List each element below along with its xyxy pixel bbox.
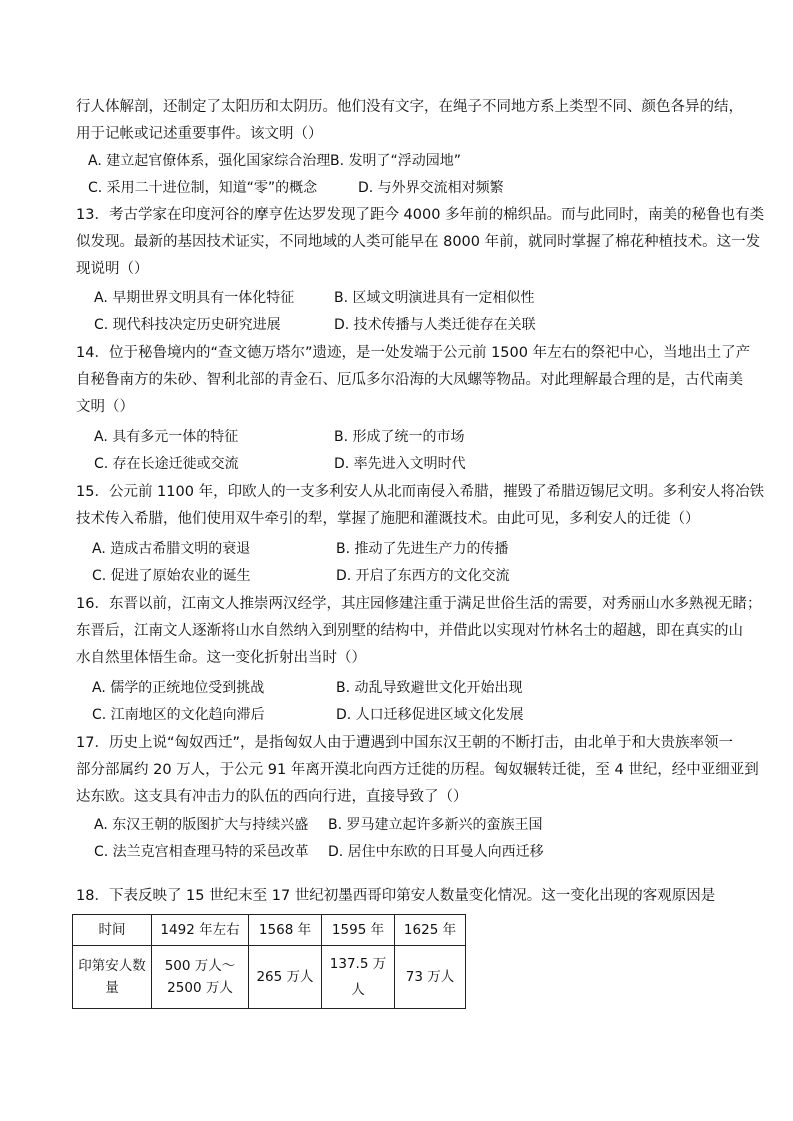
q16-option-d: D. 人口迁移促进区域文化发展: [336, 707, 524, 723]
q17-line-1: 17．历史上说“匈奴西迁”，是指匈奴人由于遭遇到中国东汉王朝的不断打击，由北单于和大贵族率领一: [76, 735, 733, 751]
q16-option-a: A. 儒学的正统地位受到挑战: [92, 680, 265, 696]
table-header-cell: 1595 年: [322, 915, 395, 946]
q13-line-2: 似发现。最新的基因技术证实，不同地域的人类可能早在 8000 年前，就同时掌握了棉花种植技术。这一发: [76, 234, 761, 250]
q17-line-3: 达东欧。这支具有冲击力的队伍的西向行进，直接导致了（）: [76, 789, 468, 805]
q15-line-2: 技术传入希腊，他们使用双牛牵引的犁，掌握了施肥和灌溉技术。由此可见，多利安人的迁徙（）: [76, 511, 700, 527]
q14-option-c: C. 存在长途迁徙或交流: [94, 456, 239, 472]
q13-option-a: A. 早期世界文明具有一体化特征: [94, 290, 295, 306]
table-row-label: 印第安人数量: [73, 946, 152, 1009]
table-cell: 500 万人～2500 万人: [152, 946, 249, 1009]
q16-line-3: 水自然里体悟生命。这一变化折射出当时（）: [76, 650, 366, 666]
q17-option-b: B. 罗马建立起许多新兴的蛮族王国: [328, 817, 543, 833]
q16-option-c: C. 江南地区的文化趋向滞后: [92, 707, 265, 723]
table-header-cell: 1625 年: [395, 915, 466, 946]
table-cell: 73 万人: [395, 946, 466, 1009]
table-header-cell: 1568 年: [249, 915, 322, 946]
q13-option-c: C. 现代科技决定历史研究进展: [94, 317, 281, 333]
q13-line-3: 现说明（）: [76, 261, 149, 277]
q14-option-b: B. 形成了统一的市场: [334, 429, 465, 445]
q12-option-a: A. 建立起官僚体系，强化国家综合治理: [88, 153, 331, 169]
q15-line-1: 15．公元前 1100 年，印欧人的一支多利安人从北而南侵入希腊，摧毁了希腊迈锡尼文明。多利安人将冶铁: [76, 484, 765, 500]
q14-option-a: A. 具有多元一体的特征: [94, 429, 239, 445]
table-row: [73, 946, 466, 1009]
table-header-cell: 时间: [73, 915, 152, 946]
q14-line-3: 文明（）: [76, 399, 134, 415]
q12-option-c: C. 采用二十进位制，知道“零”的概念: [88, 180, 318, 196]
q13-line-1: 13．考古学家在印度河谷的摩亨佐达罗发现了距今 4000 多年前的棉织品。而与此同时，南美的秘鲁也有类: [76, 207, 765, 223]
q15-option-b: B. 推动了先进生产力的传播: [336, 541, 509, 557]
q17-line-2: 部分部属约 20 万人，于公元 91 年离开漠北向西方迁徙的历程。匈奴辗转迁徙，至 4 世纪，经中亚细亚到: [76, 762, 759, 778]
q17-option-c: C. 法兰克宫相查理马特的采邑改革: [94, 844, 309, 860]
q12-line-2: 用于记帐或记述重要事件。该文明（）: [76, 126, 323, 142]
table-header-row: [73, 915, 466, 946]
table-cell: 265 万人: [249, 946, 322, 1009]
population-table: [72, 914, 466, 1009]
q15-option-c: C. 促进了原始农业的诞生: [92, 568, 251, 584]
q14-option-d: D. 率先进入文明时代: [334, 456, 466, 472]
q12-option-b: B. 发明了“浮动园地”: [330, 153, 462, 169]
q16-line-2: 东晋后，江南文人逐渐将山水自然纳入到别墅的结构中，并借此以实现对竹林名士的超越，即在真实的山: [76, 623, 743, 639]
q17-option-d: D. 居住中东欧的日耳曼人向西迁移: [328, 844, 544, 860]
q18-line-1: 18．下表反映了 15 世纪末至 17 世纪初墨西哥印第安人数量变化情况。这一变化出现的客观原因是: [76, 888, 716, 904]
q13-option-b: B. 区域文明演进具有一定相似性: [334, 290, 535, 306]
table-cell: 137.5 万人: [322, 946, 395, 1009]
q12-option-d: D. 与外界交流相对频繁: [358, 180, 504, 196]
q13-option-d: D. 技术传播与人类迁徙存在关联: [334, 317, 536, 333]
q12-line-1: 行人体解剖，还制定了太阳历和太阴历。他们没有文字，在绳子不同地方系上类型不同、颜色各异的结，: [76, 99, 743, 115]
q16-line-1: 16．东晋以前，江南文人推崇两汉经学，其庄园修建注重于满足世俗生活的需要，对秀丽山水多熟视无睹；: [76, 596, 762, 612]
q17-option-a: A. 东汉王朝的版图扩大与持续兴盛: [94, 817, 309, 833]
table-header-cell: 1492 年左右: [152, 915, 249, 946]
q15-option-a: A. 造成古希腊文明的衰退: [92, 541, 251, 557]
q15-option-d: D. 开启了东西方的文化交流: [336, 568, 510, 584]
q14-line-1: 14．位于秘鲁境内的“查文德万塔尔”遗迹，是一处发端于公元前 1500 年左右的祭祀中心，当地出土了产: [76, 345, 751, 361]
q14-line-2: 自秘鲁南方的朱砂、智利北部的青金石、厄瓜多尔沿海的大凤螺等物品。对此理解最合理的是，古代南美: [76, 372, 743, 388]
q16-option-b: B. 动乱导致避世文化开始出现: [336, 680, 523, 696]
